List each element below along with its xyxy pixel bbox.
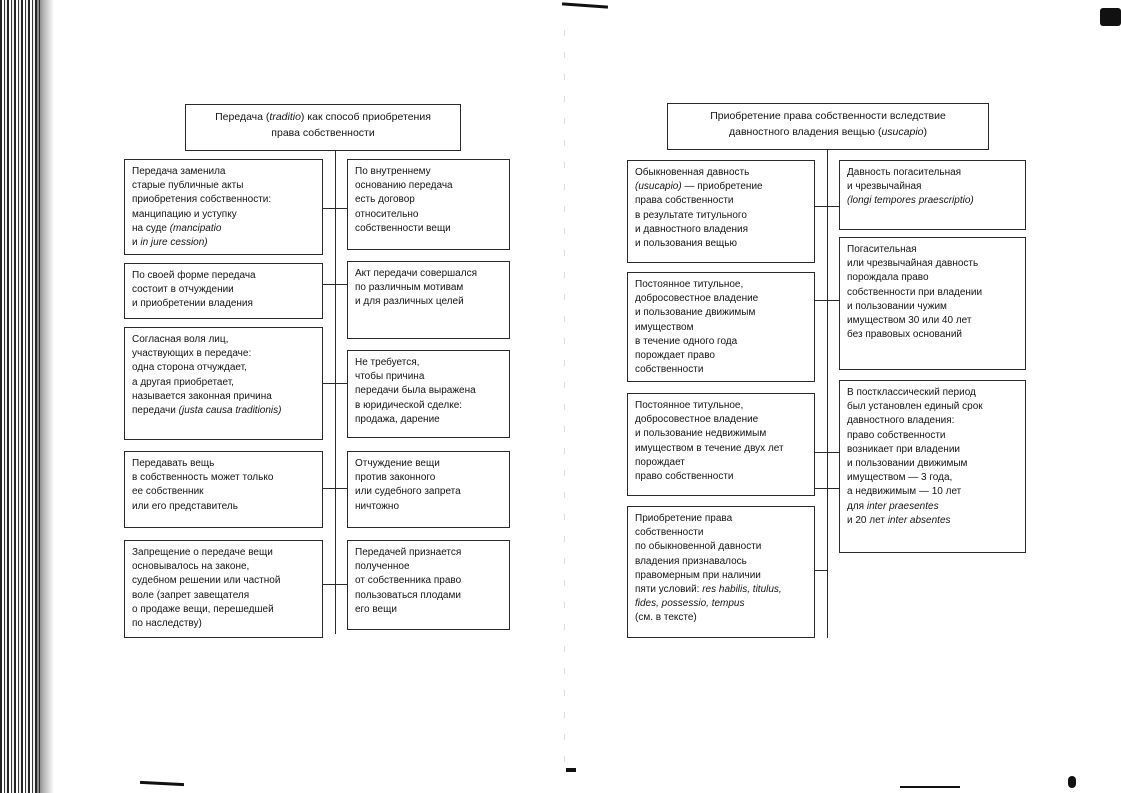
- text-run: полученное: [355, 561, 410, 573]
- box-text-line: [635, 540, 807, 554]
- text-run: судебном решении или частной: [132, 575, 281, 587]
- text-run: основывалось на законе,: [132, 561, 250, 573]
- text-run: порождает: [635, 456, 685, 468]
- text-run: порождала право: [847, 272, 929, 284]
- text-run: добросовестное владение: [635, 414, 759, 426]
- text-run: и давностного владения: [635, 223, 748, 235]
- box-text-line: [847, 314, 1018, 328]
- box-text-line: [635, 442, 807, 456]
- text-run: возникает при владении: [847, 443, 960, 455]
- text-run: Запрещение о передаче вещи: [132, 547, 273, 558]
- connector: [323, 584, 347, 585]
- box-text-line: [635, 180, 807, 194]
- left-col2-box-2: [347, 261, 510, 339]
- box-text-line: [847, 485, 1018, 499]
- page-fold: [564, 30, 565, 770]
- text-run: состоит в отчуждении: [132, 284, 234, 296]
- scan-mark: [562, 2, 608, 8]
- text-run: Постоянное титульное,: [635, 279, 744, 290]
- box-text-line: [355, 603, 502, 617]
- left-col1-box-3: [124, 327, 323, 440]
- italic-term: inter praesentes: [866, 500, 939, 512]
- text-run: и: [132, 237, 141, 249]
- box-text-line: [635, 237, 807, 251]
- box-text-line: [847, 457, 1018, 471]
- text-run: по обыкновенной давности: [635, 541, 762, 553]
- text-run: и приобретении владения: [132, 298, 253, 310]
- box-text-line: [132, 457, 315, 471]
- left-col1-box-2: [124, 263, 323, 319]
- right-col2-box-1: [839, 160, 1026, 230]
- box-text-line: [355, 222, 502, 236]
- text-run: одна сторона отчуждает,: [132, 362, 247, 374]
- text-run: передачи: [132, 405, 179, 417]
- text-run: и для различных целей: [355, 296, 464, 308]
- text-run: собственности: [635, 527, 704, 539]
- connector: [323, 383, 347, 384]
- box-text-line: [355, 295, 502, 309]
- connector: [815, 570, 827, 571]
- text-run: и пользовании движимым: [847, 458, 968, 470]
- text-run: Передача (: [215, 111, 270, 123]
- text-run: о продаже вещи, перешедшей: [132, 603, 274, 615]
- italic-term: fides, possessio, tempus: [635, 598, 745, 610]
- box-text-line: [635, 526, 807, 540]
- box-text-line: [355, 384, 502, 398]
- text-run: чтобы причина: [355, 371, 425, 383]
- text-run: Не требуется,: [355, 357, 420, 368]
- box-text-line: [132, 617, 315, 631]
- box-text-line: [194, 109, 452, 125]
- italic-term: usucapio: [881, 126, 924, 138]
- box-text-line: [847, 166, 1018, 180]
- box-text-line: [635, 399, 807, 413]
- italic-term: inter absentes: [887, 514, 951, 526]
- box-text-line: [132, 390, 315, 404]
- box-text-line: [847, 286, 1018, 300]
- text-run: Давность погасительная: [847, 167, 962, 178]
- box-text-line: [355, 399, 502, 413]
- text-run: и пользовании чужим: [847, 300, 947, 312]
- italic-term: (mancipatio: [169, 222, 222, 234]
- text-run: или чрезвычайная давность: [847, 258, 979, 270]
- box-text-line: [676, 108, 980, 124]
- box-text-line: [847, 271, 1018, 285]
- box-text-line: [132, 333, 315, 347]
- text-run: в результате титульного: [635, 209, 747, 221]
- italic-term: (usucapio): [635, 181, 682, 193]
- text-run: был установлен единый срок: [847, 401, 983, 413]
- text-run: передачи была выражена: [355, 385, 476, 397]
- box-text-line: [847, 180, 1018, 194]
- text-run: против законного: [355, 472, 436, 484]
- binding-fade: [36, 0, 54, 793]
- box-text-line: [847, 429, 1018, 443]
- box-text-line: [355, 413, 502, 427]
- text-run: права собственности: [271, 127, 375, 139]
- box-text-line: [132, 361, 315, 375]
- connector: [827, 150, 828, 638]
- text-run: пользоваться плодами: [355, 589, 461, 601]
- box-text-line: [132, 574, 315, 588]
- text-run: и пользование недвижимым: [635, 428, 767, 440]
- text-run: Постоянное титульное,: [635, 400, 744, 411]
- text-run: собственности вещи: [355, 222, 451, 234]
- text-run: Приобретение права собственности вследствие: [710, 110, 946, 122]
- box-text-line: [132, 222, 315, 236]
- scan-mark: [1100, 8, 1121, 26]
- box-text-line: [847, 328, 1018, 342]
- box-text-line: [355, 356, 502, 370]
- box-text-line: [132, 589, 315, 603]
- text-run: владения признавалось: [635, 555, 747, 567]
- right-col1-box-2: [627, 272, 815, 382]
- text-run: его вещи: [355, 603, 397, 615]
- scan-mark: [1068, 776, 1076, 788]
- connector: [815, 488, 839, 489]
- box-text-line: [132, 546, 315, 560]
- box-text-line: [847, 386, 1018, 400]
- text-run: давностного владения вещью (: [728, 126, 882, 138]
- box-text-line: [635, 209, 807, 223]
- box-text-line: [847, 443, 1018, 457]
- text-run: Согласная воля лиц,: [132, 334, 229, 345]
- box-text-line: [847, 471, 1018, 485]
- text-run: и пользования вещью: [635, 238, 737, 250]
- text-run: и пользование движимым: [635, 307, 756, 319]
- left-col1-box-5: [124, 540, 323, 638]
- connector: [815, 300, 839, 301]
- text-run: и чрезвычайная: [847, 181, 922, 193]
- box-text-line: [635, 413, 807, 427]
- box-text-line: [132, 376, 315, 390]
- box-text-line: [132, 236, 315, 250]
- box-text-line: [847, 414, 1018, 428]
- connector: [323, 284, 347, 285]
- box-text-line: [132, 500, 315, 514]
- text-run: ): [923, 126, 927, 138]
- scan-mark: [566, 768, 576, 772]
- box-text-line: [635, 569, 807, 583]
- box-text-line: [635, 166, 807, 180]
- box-text-line: [355, 165, 502, 179]
- text-run: собственности при владении: [847, 286, 983, 298]
- text-run: ее собственник: [132, 486, 204, 498]
- box-text-line: [132, 560, 315, 574]
- left-col1-box-1: [124, 159, 323, 255]
- text-run: относительно: [355, 208, 419, 220]
- text-run: для: [847, 500, 867, 512]
- box-text-line: [355, 546, 502, 560]
- text-run: или его представитель: [132, 500, 238, 512]
- text-run: в юридической сделке:: [355, 399, 463, 411]
- text-run: пяти условий:: [635, 584, 703, 596]
- text-run: имуществом — 3 года,: [847, 472, 953, 484]
- text-run: Отчуждение вещи: [355, 458, 440, 469]
- text-run: воле (запрет завещателя: [132, 589, 250, 601]
- box-text-line: [635, 321, 807, 335]
- box-text-line: [355, 281, 502, 295]
- box-text-line: [847, 300, 1018, 314]
- box-text-line: [355, 457, 502, 471]
- text-run: имуществом: [635, 321, 694, 333]
- box-text-line: [355, 370, 502, 384]
- box-text-line: [355, 560, 502, 574]
- right-col1-box-3: [627, 393, 815, 496]
- text-run: Погасительная: [847, 244, 917, 255]
- text-run: Обыкновенная давность: [635, 167, 750, 178]
- box-text-line: [355, 589, 502, 603]
- box-text-line: [847, 243, 1018, 257]
- text-run: Приобретение права: [635, 513, 733, 524]
- box-text-line: [194, 125, 452, 141]
- text-run: правомерным при наличии: [635, 569, 761, 581]
- box-text-line: [635, 306, 807, 320]
- box-text-line: [132, 208, 315, 222]
- text-run: имуществом 30 или 40 лет: [847, 315, 972, 327]
- right-title-box: [667, 103, 989, 150]
- box-text-line: [132, 347, 315, 361]
- box-text-line: [132, 193, 315, 207]
- text-run: право собственности: [635, 471, 734, 483]
- box-text-line: [132, 283, 315, 297]
- text-run: основанию передача: [355, 180, 453, 192]
- box-text-line: [132, 179, 315, 193]
- text-run: на суде: [132, 222, 170, 234]
- text-run: по различным мотивам: [355, 282, 464, 294]
- text-run: собственности: [635, 364, 704, 376]
- right-col2-box-2: [839, 237, 1026, 370]
- box-text-line: [635, 363, 807, 377]
- text-run: право собственности: [847, 429, 946, 441]
- text-run: имуществом в течение двух лет: [635, 442, 784, 454]
- connector: [323, 488, 347, 489]
- text-run: ) как способ приобретения: [300, 111, 431, 123]
- text-run: называется законная причина: [132, 390, 272, 402]
- text-run: права собственности: [635, 195, 734, 207]
- box-text-line: [355, 193, 502, 207]
- box-text-line: [635, 335, 807, 349]
- text-run: давностного владения:: [847, 415, 955, 427]
- text-run: есть договор: [355, 194, 415, 206]
- italic-term: res habilis, titulus,: [702, 584, 782, 596]
- box-text-line: [635, 427, 807, 441]
- text-run: порождает право: [635, 350, 715, 362]
- box-text-line: [847, 514, 1018, 528]
- box-text-line: [847, 400, 1018, 414]
- text-run: продажа, дарение: [355, 413, 440, 425]
- right-col2-box-3: [839, 380, 1026, 553]
- italic-term: (justa causa traditionis): [178, 405, 282, 417]
- box-text-line: [847, 194, 1018, 208]
- box-text-line: [635, 292, 807, 306]
- connector: [323, 208, 347, 209]
- box-text-line: [355, 179, 502, 193]
- box-text-line: [132, 404, 315, 418]
- box-text-line: [847, 500, 1018, 514]
- box-text-line: [635, 611, 807, 625]
- left-title-box: [185, 104, 461, 151]
- box-text-line: [355, 574, 502, 588]
- left-col1-box-4: [124, 451, 323, 528]
- text-run: манципацию и уступку: [132, 208, 237, 220]
- box-text-line: [355, 267, 502, 281]
- text-run: Передача заменила: [132, 166, 226, 177]
- text-run: Передачей признается: [355, 547, 462, 558]
- box-text-line: [635, 278, 807, 292]
- left-col2-box-3: [347, 350, 510, 438]
- italic-term: (longi tempores praescriptio): [847, 195, 974, 207]
- italic-term: in jure cession): [140, 237, 208, 249]
- box-text-line: [635, 456, 807, 470]
- text-run: Акт передачи совершался: [355, 268, 477, 279]
- connector: [815, 206, 839, 207]
- box-text-line: [635, 583, 807, 597]
- box-text-line: [132, 269, 315, 283]
- left-col2-box-4: [347, 451, 510, 528]
- box-text-line: [635, 597, 807, 611]
- box-text-line: [355, 471, 502, 485]
- left-col2-box-5: [347, 540, 510, 630]
- scan-mark: [140, 781, 184, 786]
- text-run: в собственность может только: [132, 472, 274, 484]
- box-text-line: [635, 512, 807, 526]
- text-run: По внутреннему: [355, 166, 431, 177]
- box-text-line: [635, 470, 807, 484]
- text-run: а недвижимым — 10 лет: [847, 486, 962, 498]
- box-text-line: [355, 485, 502, 499]
- text-run: добросовестное владение: [635, 293, 759, 305]
- connector: [815, 452, 839, 453]
- text-run: и 20 лет: [847, 514, 888, 526]
- right-col1-box-1: [627, 160, 815, 263]
- connector: [335, 151, 336, 634]
- italic-term: traditio: [269, 111, 301, 123]
- box-text-line: [132, 165, 315, 179]
- box-text-line: [635, 223, 807, 237]
- text-run: По своей форме передача: [132, 270, 256, 281]
- text-run: или судебного запрета: [355, 486, 461, 498]
- box-text-line: [132, 603, 315, 617]
- text-run: от собственника право: [355, 575, 462, 587]
- text-run: а другая приобретает,: [132, 376, 234, 388]
- box-text-line: [132, 297, 315, 311]
- text-run: (см. в тексте): [635, 612, 697, 624]
- left-col2-box-1: [347, 159, 510, 250]
- box-text-line: [132, 485, 315, 499]
- box-text-line: [132, 471, 315, 485]
- text-run: без правовых оснований: [847, 329, 962, 341]
- text-run: старые публичные акты: [132, 180, 244, 192]
- text-run: приобретения собственности:: [132, 194, 272, 206]
- text-run: В постклассический период: [847, 387, 976, 398]
- scan-mark: [900, 786, 960, 788]
- box-text-line: [355, 500, 502, 514]
- text-run: — приобретение: [681, 181, 763, 193]
- box-text-line: [676, 124, 980, 140]
- text-run: в течение одного года: [635, 335, 738, 347]
- text-run: Передавать вещь: [132, 458, 215, 469]
- box-text-line: [635, 555, 807, 569]
- text-run: по наследству): [132, 618, 202, 630]
- box-text-line: [847, 257, 1018, 271]
- box-text-line: [635, 194, 807, 208]
- box-text-line: [355, 208, 502, 222]
- box-text-line: [635, 349, 807, 363]
- text-run: ничтожно: [355, 500, 400, 512]
- text-run: участвующих в передаче:: [132, 348, 252, 360]
- right-col1-box-4: [627, 506, 815, 638]
